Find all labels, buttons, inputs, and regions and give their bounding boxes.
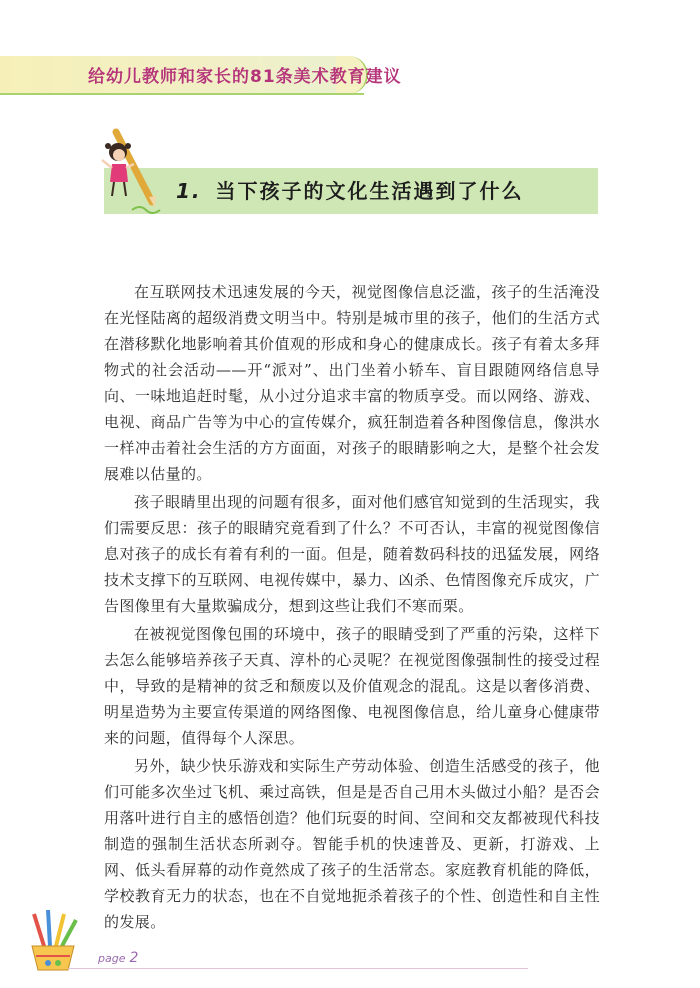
section-title (176, 175, 524, 204)
paragraph: 在互联网技术迅速发展的今天，视觉图像信息泛滥，孩子的生活淹没在光怪陆离的超级消费文明当中。特别是城市里的孩子，他们的生活方式在潜移默化地影响着其价值观的形成和身心的健康成长。孩子有着太多拜物式的社会活动——开“派对”、出门坐着小轿车、盲目跟随网络信息导向、一味地追赶时髦，从小过分追求丰富的物质享受。而以网络、游戏、电视、商品广告等为中心的宣传媒介，疯狂制造着各种图像信息，像洪水一样冲击着社会生活的方方面面，对孩子的眼睛影响之大，是整个社会发展难以估量的。 (104, 283, 600, 483)
body-text (104, 279, 600, 937)
book-title: 给幼儿教师和家长的81条美术教育建议 (88, 67, 402, 87)
section-number: 1. (176, 179, 202, 203)
page-number-value: 2 (129, 950, 139, 966)
pencil-cup-icon (18, 906, 88, 976)
page-number (98, 950, 138, 966)
girl-with-pencil-icon (92, 124, 178, 224)
footer-line (68, 968, 528, 969)
section-title-text: 当下孩子的文化生活遇到了什么 (215, 179, 524, 203)
header-underline (0, 93, 364, 95)
paragraph: 孩子眼睛里出现的问题有很多，面对他们感官知觉到的生活现实，我们需要反思：孩子的眼睛究竟看到了什么？不可否认，丰富的视觉图像信息对孩子的成长有着有利的一面。但是，随着数码科技的迅猛发展，网络技术支撑下的互联网、电视传媒中，暴力、凶杀、色情图像充斥成灾，广告图像里有大量欺骗成分，想到这些让我们不寒而栗。 (104, 493, 600, 615)
paragraph: 另外，缺少快乐游戏和实际生产劳动体验、创造生活感受的孩子，他们可能多次坐过飞机、乘过高铁，但是是否自己用木头做过小船？是否会用落叶进行自主的感悟创造？他们玩耍的时间、空间和交友都被现代科技制造的强制生活状态所剥夺。智能手机的快速普及、更新，打游戏、上网、低头看屏幕的动作竟然成了孩子的生活常态。家庭教育机能的降低，学校教育无力的状态，也在不自觉地扼杀着孩子的个性、创造性和自主性的发展。 (104, 757, 600, 931)
page-label: page (98, 952, 126, 965)
paragraph: 在被视觉图像包围的环境中，孩子的眼睛受到了严重的污染，这样下去怎么能够培养孩子天真、淳朴的心灵呢？在视觉图像强制性的接受过程中，导致的是精神的贫乏和颓废以及价值观念的混乱。这是以奢侈消费、明星造势为主要宣传渠道的网络图像、电视图像信息，给儿童身心健康带来的问题，值得每个人深思。 (104, 625, 600, 747)
